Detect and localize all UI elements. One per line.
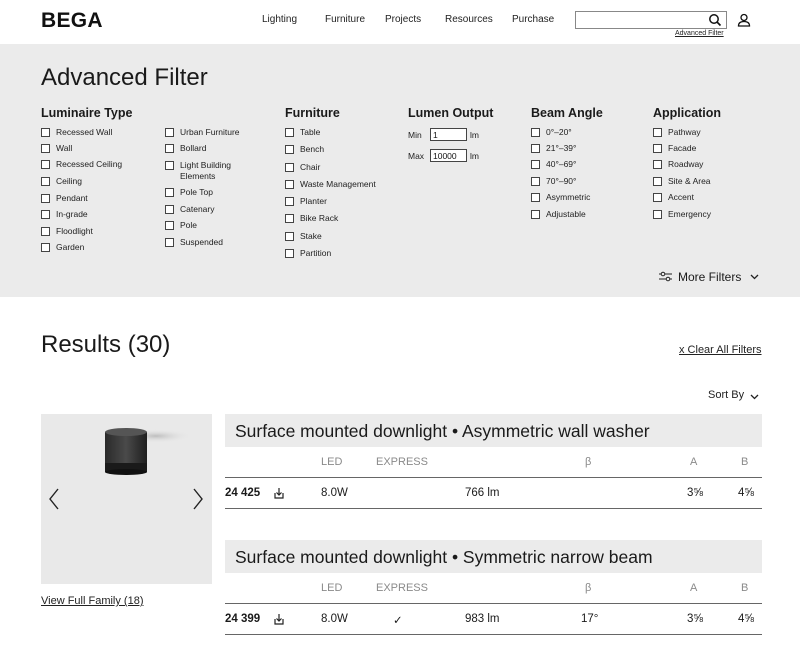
checkbox-facade[interactable] — [653, 144, 662, 153]
option-label: Suspended — [180, 237, 224, 247]
option-label: Stake — [300, 231, 322, 241]
checkbox-floodlight[interactable] — [41, 227, 50, 236]
col-header-beta: β — [585, 456, 592, 468]
option-label: Recessed Wall — [56, 127, 113, 137]
option-label: Site & Area — [668, 176, 711, 186]
checkbox-table[interactable] — [285, 128, 294, 137]
option-label: Pole Top — [180, 187, 213, 197]
led-value: 8.0W — [321, 487, 348, 499]
chevron-left-icon[interactable] — [48, 488, 60, 510]
option-label: Table — [300, 127, 321, 137]
col-header-led: LED — [321, 582, 343, 594]
advanced-filter-link[interactable]: Advanced Filter — [675, 30, 724, 37]
checkbox-beam-21-39[interactable] — [531, 144, 540, 153]
checkbox-site-area[interactable] — [653, 177, 662, 186]
col-header-b: B — [741, 582, 749, 594]
lumen-max-label: Max — [408, 151, 425, 161]
checkbox-roadway[interactable] — [653, 160, 662, 169]
col-header-a: A — [690, 456, 698, 468]
checkbox-ceiling[interactable] — [41, 177, 50, 186]
option-label: Urban Furniture — [180, 127, 240, 137]
checkbox-bike-rack[interactable] — [285, 214, 294, 223]
chevron-down-icon — [750, 274, 759, 280]
option-label: Asymmetric — [546, 192, 591, 202]
option-label: Pathway — [668, 127, 701, 137]
option-label: Emergency — [668, 209, 711, 219]
checkbox-emergency[interactable] — [653, 210, 662, 219]
view-full-family-link[interactable]: View Full Family (18) — [41, 595, 144, 607]
option-label: Accent — [668, 192, 694, 202]
more-filters-label: More Filters — [678, 270, 742, 284]
option-label: Chair — [300, 162, 321, 172]
option-label: Recessed Ceiling — [56, 159, 123, 169]
checkbox-wall[interactable] — [41, 144, 50, 153]
checkbox-garden[interactable] — [41, 243, 50, 252]
col-header-led: LED — [321, 456, 343, 468]
option-label: Light Building Elements — [180, 160, 232, 181]
sort-by-label: Sort By — [708, 389, 745, 401]
lumens-value: 766 lm — [465, 487, 500, 499]
beta-value: 17° — [581, 613, 599, 625]
nav-lighting[interactable]: Lighting — [262, 14, 298, 25]
advanced-filter-panel — [0, 44, 800, 297]
option-label: Waste Management — [300, 179, 376, 189]
checkbox-pathway[interactable] — [653, 128, 662, 137]
checkbox-asymmetric[interactable] — [531, 193, 540, 202]
option-label: In-grade — [56, 209, 88, 219]
checkbox-pole-top[interactable] — [165, 188, 174, 197]
led-value: 8.0W — [321, 613, 348, 625]
option-label: Bollard — [180, 143, 207, 153]
divider — [225, 603, 762, 604]
option-label: Wall — [56, 143, 73, 153]
checkbox-recessed-wall[interactable] — [41, 128, 50, 137]
lumens-value: 983 lm — [465, 613, 500, 625]
option-label: 21°–39° — [546, 143, 577, 153]
application-heading: Application — [653, 106, 722, 120]
express-checkmark-icon: ✓ — [393, 615, 403, 627]
option-label: Planter — [300, 196, 327, 206]
col-header-beta: β — [585, 582, 592, 594]
product-title[interactable]: Surface mounted downlight • Asymmetric wall washer — [225, 414, 762, 447]
nav-furniture[interactable]: Furniture — [325, 14, 366, 25]
b-value: 4⅝ — [738, 487, 754, 499]
checkbox-planter[interactable] — [285, 197, 294, 206]
download-icon[interactable] — [274, 488, 284, 499]
option-label: Adjustable — [546, 209, 586, 219]
checkbox-pole[interactable] — [165, 221, 174, 230]
lumen-max-unit: lm — [470, 151, 479, 161]
filter-title: Advanced Filter — [41, 64, 208, 91]
checkbox-partition[interactable] — [285, 249, 294, 258]
a-value: 3⅝ — [687, 487, 703, 499]
luminaire-type-heading: Luminaire Type — [41, 106, 133, 120]
lumen-max-input[interactable]: 10000 — [430, 149, 467, 162]
col-header-a: A — [690, 582, 698, 594]
checkbox-recessed-ceiling[interactable] — [41, 160, 50, 169]
user-icon[interactable] — [737, 13, 751, 27]
downlight-product-image — [41, 414, 212, 584]
checkbox-bollard[interactable] — [165, 144, 174, 153]
product-image-carousel — [41, 414, 212, 584]
product-title[interactable]: Surface mounted downlight • Symmetric narrow beam — [225, 540, 762, 573]
chevron-right-icon[interactable] — [192, 488, 204, 510]
checkbox-chair[interactable] — [285, 163, 294, 172]
checkbox-in-grade[interactable] — [41, 210, 50, 219]
col-header-express: EXPRESS — [376, 582, 428, 594]
b-value: 4⅝ — [738, 613, 754, 625]
product-sku[interactable]: 24 399 — [225, 613, 261, 625]
option-label: Bench — [300, 144, 325, 154]
beam-angle-heading: Beam Angle — [531, 106, 603, 120]
furniture-heading: Furniture — [285, 106, 340, 120]
option-label: Ceiling — [56, 176, 82, 186]
option-label: Garden — [56, 242, 85, 252]
col-header-b: B — [741, 456, 749, 468]
checkbox-beam-40-69[interactable] — [531, 160, 540, 169]
sliders-icon — [659, 271, 672, 282]
option-label: Floodlight — [56, 226, 93, 236]
option-label: 40°–69° — [546, 159, 577, 169]
product-sku[interactable]: 24 425 — [225, 487, 261, 499]
clear-all-filters-link[interactable]: x Clear All Filters — [679, 344, 762, 356]
checkbox-bench[interactable] — [285, 145, 294, 154]
col-header-express: EXPRESS — [376, 456, 428, 468]
option-label: Bike Rack — [300, 213, 339, 223]
lumen-min-label: Min — [408, 130, 422, 140]
nav-resources[interactable]: Resources — [445, 14, 493, 25]
nav-purchase[interactable]: Purchase — [512, 14, 555, 25]
search-input[interactable] — [575, 11, 727, 29]
bega-logo[interactable]: BEGA — [41, 9, 103, 32]
results-title: Results (30) — [41, 331, 171, 358]
checkbox-beam-0-20[interactable] — [531, 128, 540, 137]
lumen-min-input[interactable]: 1 — [430, 128, 467, 141]
lumen-output-heading: Lumen Output — [408, 106, 494, 120]
lumen-min-unit: lm — [470, 130, 479, 140]
checkbox-urban-furniture[interactable] — [165, 128, 174, 137]
checkbox-adjustable[interactable] — [531, 210, 540, 219]
divider — [225, 477, 762, 478]
option-label: Pole — [180, 220, 198, 230]
option-label: Facade — [668, 143, 697, 153]
divider — [225, 508, 762, 509]
checkbox-waste-management[interactable] — [285, 180, 294, 189]
a-value: 3⅝ — [687, 613, 703, 625]
checkbox-beam-70-90[interactable] — [531, 177, 540, 186]
checkbox-catenary[interactable] — [165, 205, 174, 214]
option-label: 70°–90° — [546, 176, 577, 186]
checkbox-accent[interactable] — [653, 193, 662, 202]
option-label: Partition — [300, 248, 332, 258]
checkbox-pendant[interactable] — [41, 194, 50, 203]
checkbox-suspended[interactable] — [165, 238, 174, 247]
search-icon[interactable] — [708, 13, 722, 27]
option-label: Catenary — [180, 204, 215, 214]
download-icon[interactable] — [274, 614, 284, 625]
checkbox-light-building-elements[interactable] — [165, 161, 174, 170]
site-header — [0, 0, 800, 44]
option-label: 0°–20° — [546, 127, 572, 137]
divider — [225, 634, 762, 635]
option-label: Roadway — [668, 159, 704, 169]
nav-projects[interactable]: Projects — [385, 14, 422, 25]
option-label: Pendant — [56, 193, 88, 203]
checkbox-stake[interactable] — [285, 232, 294, 241]
chevron-down-icon — [750, 394, 759, 400]
